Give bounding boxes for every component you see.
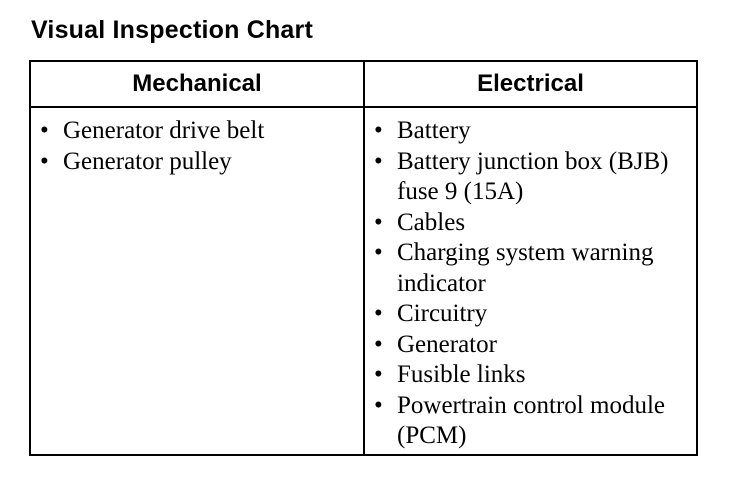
bullet-icon: • [374,208,383,236]
column-header-mechanical: Mechanical [30,61,364,107]
electrical-list [365,108,696,452]
mechanical-cell [30,107,364,455]
bullet-icon: • [374,117,383,144]
electrical-cell [364,107,697,455]
list-item [31,147,363,178]
list-item-label: Powertrain control module (PCM) [397,391,665,449]
list-item [365,299,696,330]
list-item-label: Fusible links [397,361,526,388]
page-title: Visual Inspection Chart [31,16,313,44]
list-item-label: Generator [397,330,497,358]
list-item-label: Circuitry [397,300,488,327]
bullet-icon: • [374,361,383,388]
list-item [365,147,696,208]
list-item [365,208,696,239]
list-item-label: Battery junction box (BJB) fuse 9 (15A) [397,147,669,205]
column-header-electrical: Electrical [364,61,697,107]
table-header-row [30,61,697,107]
list-item [31,116,363,147]
bullet-icon: • [40,117,49,144]
mechanical-list [31,108,363,177]
bullet-icon: • [374,391,383,419]
list-item [365,391,696,452]
list-item [365,360,696,391]
inspection-table [29,60,698,456]
bullet-icon: • [374,147,383,175]
list-item-label: Battery [397,117,471,144]
list-item-label: Generator drive belt [63,117,265,144]
list-item [365,238,696,299]
list-item [365,330,696,361]
bullet-icon: • [40,147,49,175]
bullet-icon: • [374,330,383,358]
bullet-icon: • [374,239,383,266]
list-item-label: Generator pulley [63,147,232,175]
list-item-label: Charging system warning indicator [397,239,654,297]
list-item [365,116,696,147]
list-item-label: Cables [397,208,466,236]
bullet-icon: • [374,300,383,327]
table-row [30,107,697,455]
